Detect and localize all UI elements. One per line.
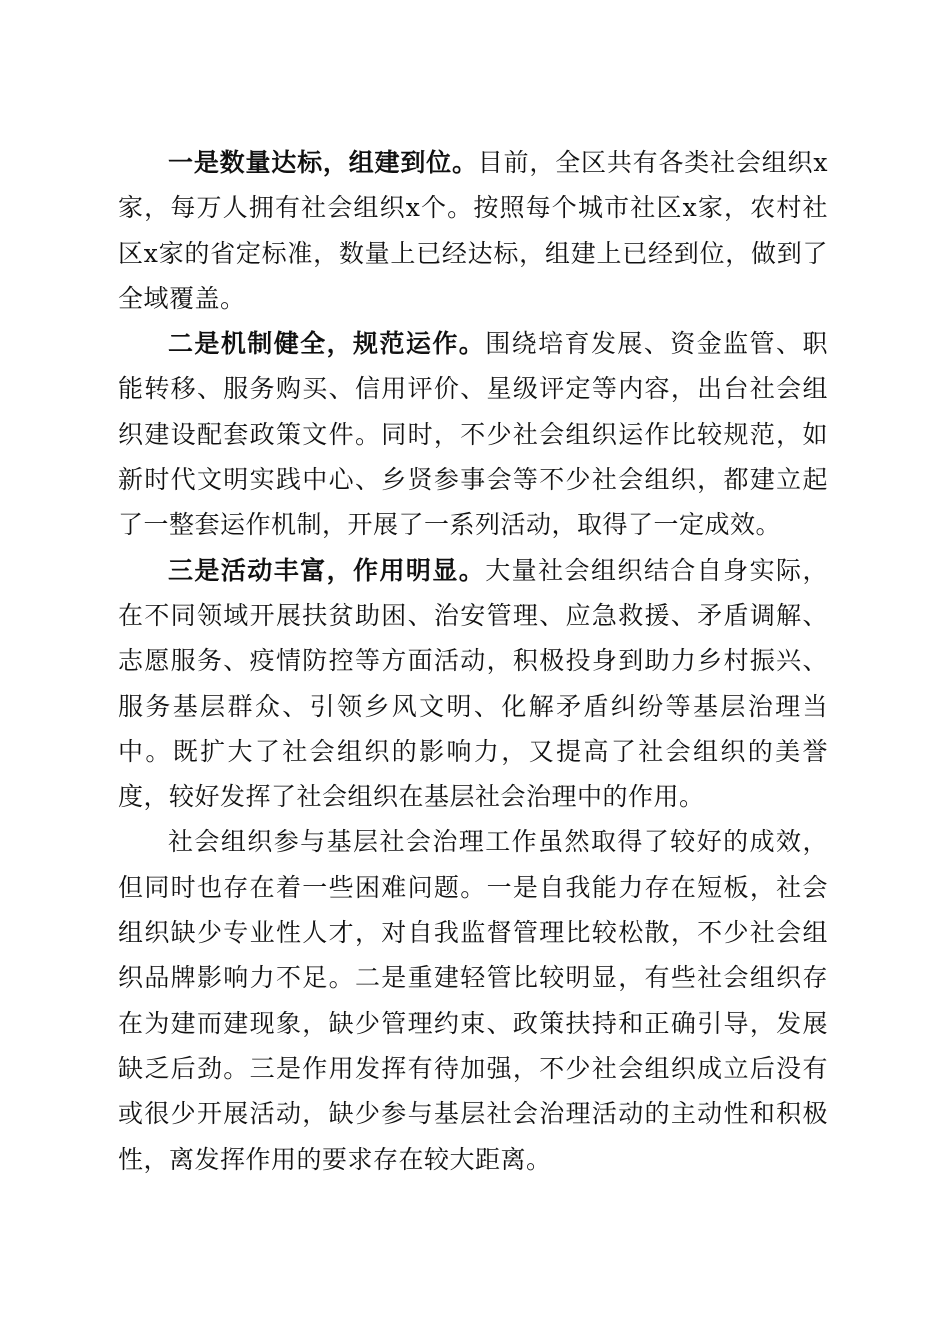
paragraph-quantity xyxy=(118,140,828,321)
paragraph-heading: 二是机制健全，规范运作。 xyxy=(168,329,486,359)
paragraph-mechanism xyxy=(118,321,828,547)
paragraph-text: 围绕培育发展、资金监管、职能转移、服务购买、信用评价、星级评定等内容，出台社会组织建设配套政策文件。同时，不少社会组织运作比较规范，如新时代文明实践中心、乡贤参事会等不少社会组织，都建立起了一整套运作机制，开展了一系列活动，取得了一定成效。 xyxy=(118,329,828,540)
document-body xyxy=(118,140,828,1182)
paragraph-text: 目前，全区共有各类社会组织x家，每万人拥有社会组织x个。按照每个城市社区x家，农村社区x家的省定标准，数量上已经达标，组建上已经到位，做到了全域覆盖。 xyxy=(118,148,828,313)
paragraph-heading: 三是活动丰富，作用明显。 xyxy=(168,555,486,585)
paragraph-text: 大量社会组织结合自身实际，在不同领域开展扶贫助困、治安管理、应急救援、矛盾调解、志愿服务、疫情防控等方面活动，积极投身到助力乡村振兴、服务基层群众、引领乡风文明、化解矛盾纠纷等基层治理当中。既扩大了社会组织的影响力，又提高了社会组织的美誉度，较好发挥了社会组织在基层社会治理中的作用。 xyxy=(118,555,828,812)
paragraph-problems xyxy=(118,819,828,1181)
paragraph-activities xyxy=(118,548,828,820)
paragraph-text: 社会组织参与基层社会治理工作虽然取得了较好的成效，但同时也存在着一些困难问题。一是自我能力存在短板，社会组织缺少专业性人才，对自我监督管理比较松散，不少社会组织品牌影响力不足。二是重建轻管比较明显，有些社会组织存在为建而建现象，缺少管理约束、政策扶持和正确引导，发展缺乏后劲。三是作用发挥有待加强，不少社会组织成立后没有或很少开展活动，缺少参与基层社会治理活动的主动性和积极性，离发挥作用的要求存在较大距离。 xyxy=(118,827,828,1174)
paragraph-heading: 一是数量达标，组建到位。 xyxy=(168,148,478,177)
